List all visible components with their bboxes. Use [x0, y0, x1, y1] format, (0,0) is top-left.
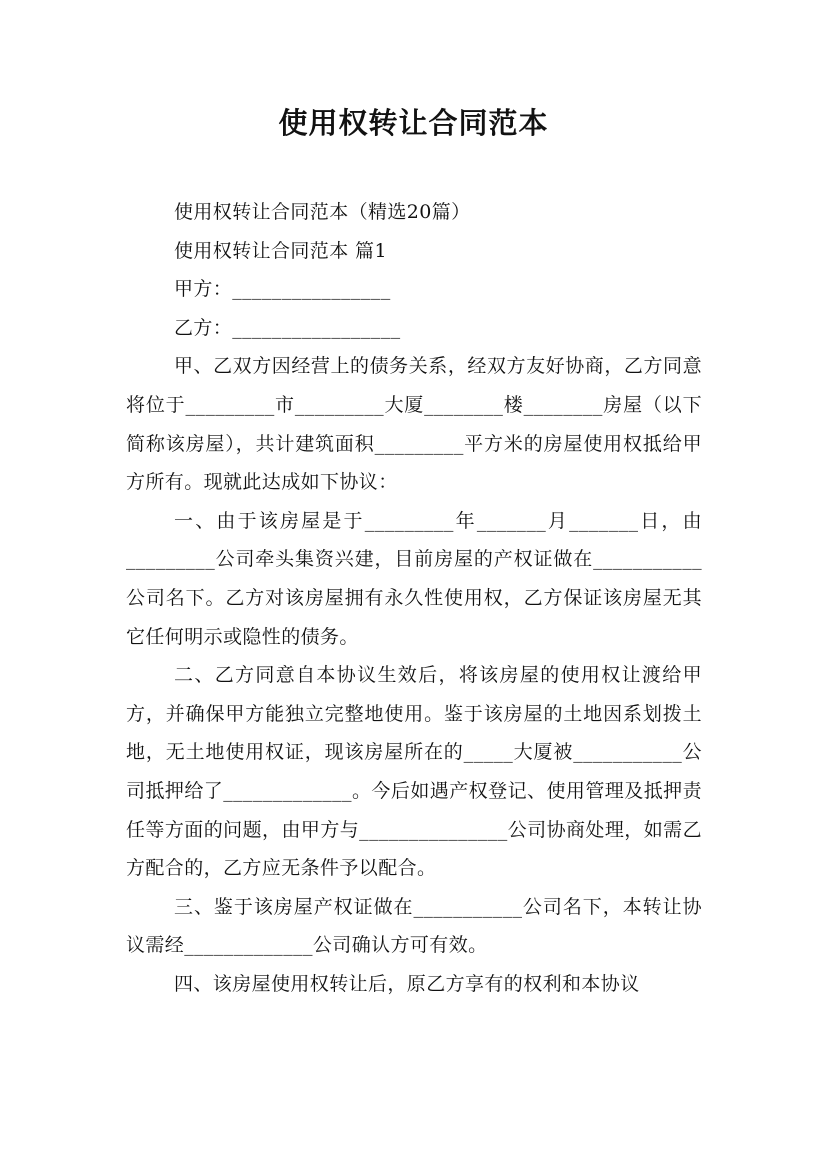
paragraph-subtitle: 使用权转让合同范本（精选20篇） [174, 201, 471, 223]
paragraph-section-heading: 使用权转让合同范本 篇1 [174, 239, 387, 262]
paragraph-clause-4: 四、该房屋使用权转让后，原乙方享有的权利和本协议 [174, 972, 640, 995]
document-body [126, 193, 702, 1003]
paragraph-party-a: 甲方：________________ [174, 278, 391, 301]
document-title: 使用权转让合同范本 [278, 106, 549, 140]
paragraph-clause-1: 一、由于该房屋是于_________年_______月_______日，由_________公司牵头集资兴建，目前房屋的产权证做在___________公司名下。乙方对该房屋拥有永久性使用权，乙方保证该房屋无其它任何明示或隐性的债务。 [126, 509, 702, 648]
paragraph-preamble: 甲、乙双方因经营上的债务关系，经双方友好协商，乙方同意将位于_________市_________大厦________楼________房屋（以下简称该房屋），共计建筑面积_________平方米的房屋使用权抵给甲方所有。现就此达成如下协议： [126, 355, 702, 494]
paragraph-clause-3: 三、鉴于该房屋产权证做在___________公司名下，本转让协议需经_____________公司确认方可有效。 [126, 895, 702, 957]
paragraph-party-b: 乙方：_________________ [174, 316, 401, 339]
paragraph-clause-2: 二、乙方同意自本协议生效后，将该房屋的使用权让渡给甲方，并确保甲方能独立完整地使用。鉴于该房屋的土地因系划拨土地，无土地使用权证，现该房屋所在的_____大厦被___________公司抵押给了_____________。今后如遇产权登记、使用管理及抵押责任等方面的问题，由甲方与_______________公司协商处理，如需乙方配合的，乙方应无条件予以配合。 [126, 664, 702, 880]
